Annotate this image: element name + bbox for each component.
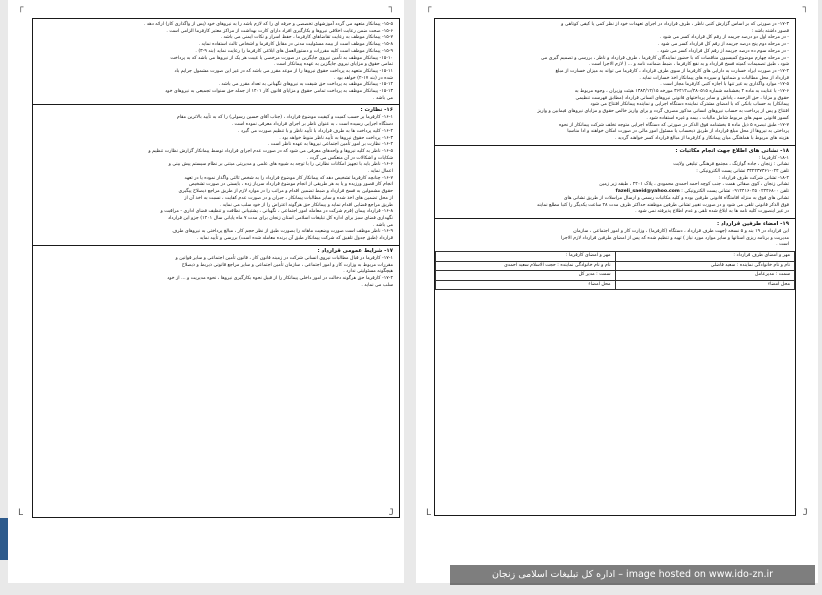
text-line: این قرارداد در ۱۹ بند و ۵ نسخه (جهت طرف قرارداد ، دستگاه (کارفرما) ، وزارت کار و امور اجتماعی ، سازمان (573, 228, 789, 234)
text-line: پیمانکار) به حساب بانکی که با امضای مشترک نماینده دستگاه اجرایی و نماینده پیمانکار افتتاح می شود (590, 102, 789, 108)
text-line: ۱۷-۷- طبق تبصره ۵ ذیل ماده ۵ بخشنامه فوق الذکر در صورتی که دستگاه اجرایی متوجه تخلف شرکت پیمانکار از نحوه (558, 122, 789, 128)
text-line: دستگاه اجرایی رسیده است ، به عنوان ناظر بر اجرای قرارداد معرفی نموده است . (231, 122, 393, 128)
text-line: ۱۸-۱- کارفرما : (758, 155, 789, 161)
text-line: ۱۵-۶- صحت ضمن رعایت اخلاقی نیروها و بکارگیری افراد دارای کارت بهداشت از مراکز معتبر کارفرما الزامی است . (166, 28, 393, 34)
text-line: فوق الذکر قانونی تلقی می شود و در صورت تغییر تشانی طرفین موظفند حداکثر ظرف مدت ۴۸ ساعت یکدیگر را کتبا مطلع نمایند (536, 202, 789, 208)
table-cell: محل امضاء (436, 280, 616, 290)
text-line: قرارداد (طبق جدول تلفیق که شرکت پیمانکار طبق آن برنده معامله شده است) بررسی و تأیید نماید . (196, 236, 393, 242)
text-line: ۱۷-۴- در صورت ایراد خسارت به دارایی های کارفرما از سوی طرف قرارداد ، کارفرما می تواند به میزان خسارت از مبلغ (555, 68, 789, 74)
text-line: ۱۶-۲- کلیه پرداخت ها به طرف قرارداد با تأیید ناظر و با تنظیم صورت می گیرد . (237, 128, 393, 134)
text-line: حقوق و مزایا ، حق الزحمه ، پاداش و سایر پرداختهای قانونی نیروهای انسانی قرارداد (مطابق فهرست تنظیمی (575, 95, 789, 101)
table-row (436, 261, 795, 271)
text-line: افتتاح و پس از پرداخت به حساب نیروهای انسانی مذکور مصرف گردد و برای واریز خالص حقوق و مزایای نیروهای فیمابین و واریز (537, 109, 789, 115)
document-page-right (416, 0, 818, 583)
table-cell: نام و نام خانوادگی نماینده : حجت الاسلام سعید احمدی (436, 261, 616, 271)
section-heading: ۱۷- شرایط عمومی قرارداد : (317, 247, 393, 254)
text-line: - در مرحله اول دو درصد جریمه از رقم کل قرارداد کسر می شود . (659, 35, 789, 41)
text-line: تلفن ۰۲۴-۳۳۲۴۳۷۳۶۱ تشانی پست الکترونیکی : (696, 169, 789, 175)
text-line: ۱۷-۱- کارفرما در قبال مطالبات نیروی انسانی شرکت در زمینه قانون کار ، قانون تأمین اجتماعی و سایر قوانین و (175, 255, 393, 261)
text-line: ۱۶-۶- ناظر باید با تجهیز امکانات نظارتی را با توجه به شیوه های علمی و مدیریتی مبتنی بر نظام سیستم پیش بینی و (168, 162, 393, 168)
text-line: هیچگونه مسئولیتی ندارد . (343, 269, 393, 275)
text-line: شکایات و اشکالات در آن منعکس می گردد . (306, 155, 393, 161)
contractor-email[interactable]: fazeli_saeid@yahoo.com (615, 189, 680, 195)
text-line: طریق مراجع قضایی اقدام نماید و پیمانکار حق هرگونه اعتراض را از خود سلب می نماید . (219, 202, 393, 208)
text-line: می باشد . (372, 95, 393, 101)
text-line: ۱۶-۹- ناظر موظف است صورت وضعیت ماهانه را بصورت طبق از نظر حجم کار ، مبالغ پرداختی به نیروهای طرف (172, 229, 393, 235)
text-line: شود ، طبق تصمیمات کمیته فسخ قرارداد و به نفع کارفرما ، ضبط ضمانت نامه و ... ( لازم الاجرا است . (588, 62, 789, 68)
crop-mark-bottom-left: L (18, 508, 24, 518)
text-line: مدیریت و برنامه ریزی استانها و سایر موارد مورد نیاز ) تهیه و تنظیم شده که پس از امضای طرفین قرارداد لازم الاجرا (560, 235, 789, 241)
clause-17-general-terms (33, 245, 399, 292)
text-line: ۱۵-۱۰- پیمانکار موظف به تأمین نیروی جایگزین در صورت مرخصی یا غیبت هر یک از نیروها می باشد که به پرداخت (170, 55, 393, 61)
table-cell: مهر و امضای طرف قرارداد : (615, 252, 795, 262)
text-line: ۱۵-۱۳- پیمانکار موظف به پرداخت تمامی حقوق و مزایای قانون کار ۱۴۰۱ از جمله حق سنوات تجمیعی به نیروهای خود (165, 89, 393, 95)
text-line: ۱۶-۷- چنانچه کارفرما تشخیص دهد که پیمانکار کار موضوع قرارداد را به شخص ثالثی واگذار نموده یا در تعهد (184, 175, 393, 181)
section-heading: ۱۶- نظارت : (360, 107, 393, 114)
text-line: ۱۷-۲- کارفرما حق هرگونه دخالت در امور داخلی پیمانکار را از قبیل نحوه بکارگیری نیروها ، نحوه مدیریت و ... از خود (167, 275, 393, 281)
text-line: است . (776, 242, 789, 248)
text-line: ۱۷-۳- در صورتی که بر اساس گزارش کتبی ناظر ، طرف قرارداد در اجرای تعهدات خود از نظر کمی یا کیفی کوتاهی و (561, 22, 789, 27)
contract-frame-right (434, 18, 796, 516)
text-line: ۱۸-۲- تشانی شرکت طرف قرارداد : (718, 175, 789, 181)
text-line: ۱۵-۱۱- پیمانکار متعهد به پرداخت حقوق نیروها را از موعد مقرر می باشد که در غیر این صورت مشمول جرایم باد (174, 68, 393, 74)
text-line: ۱۷-۵- موارد واگذاری به غیر تنها با اجازه کتبی کارفرما مجاز است . (660, 82, 789, 88)
text-line: در غیر اینصورت کلیه نامه ها به ابلاغ شده تلقی و عدم اطلاع پذیرفته نمی شود . (635, 209, 789, 215)
table-cell: مهر و امضای کارفرما : (436, 252, 616, 262)
text-line: - در مرحله سوم ده درصد جریمه از رقم کل قرارداد کسر می شود . (657, 48, 789, 54)
table-row (436, 271, 795, 281)
section-heading: ۱۸- نشانی های اطلاع جهت انجام مکاتبات : (675, 147, 789, 154)
text-line: تشانی زنجان ، کوی صفائی همت ، جنب کوچه احمد احمدی محمودی ، پلاک ۲۴۰۱ ، طبقه زیر زمین (599, 182, 789, 188)
text-line: هزینه های مربوط با هماهنگی میان پیمانکار و کارفرما از مبالغ قرارداد کسر خواهند گردید . (614, 135, 789, 141)
text-line: - در مرحله دوم پنج درصد جریمه از رقم کل قرارداد کسر می شود . (658, 42, 789, 48)
text-line: قصور داشته باشد : (751, 28, 789, 34)
clause-15-continued (33, 19, 399, 104)
text-line: تشانی های فوق به منزله اقامتگاه قانونی طرفین بوده و کلیه مکاتبات رسمی و ارسال مراسلات از طریق تشانی های (563, 195, 789, 201)
left-edge-strip (0, 518, 8, 560)
text-line (441, 189, 789, 196)
text-line: ۱۵-۷- پیمانکار موظف به رعایت تقاضاهای کارفرما ، حفظ اسرار و نکات ایمنی می باشد . (220, 35, 393, 41)
text-line: ۱۵-۹- پیمانکار موظف است کلیه مقررات و دستورالعمل های ابلاغی کارفرما را رعایت نماید (بند ۹-۳) . (195, 48, 393, 54)
table-cell: نام و نام خانوادگی نماینده : سعید فاضلی (615, 261, 795, 271)
crop-mark-top-left: ┌ (18, 3, 24, 13)
crop-mark-bottom-right: J (802, 508, 808, 518)
table-row (436, 252, 795, 262)
text-line: اعمال نماید . (367, 169, 393, 175)
text-line: مقررات مربوط به وزارت کار و امور اجتماعی ، سازمان تأمین اجتماعی و سایر مراجع قانونی ذیربط و ذیصلاح (181, 262, 393, 268)
text-line: انجام کار قصور ورزیده و یا به هر طریقی از انجام موضوع قرارداد سرباز زده ، بایستی در صورت تشخیص (189, 182, 393, 188)
text-line: حقوق مشمولین به فسخ قرارداد و ضبط تضمین اقدام و مراتب را در موارد لازم از طریق مراجع ذیصلاح پیگیری (178, 189, 393, 195)
text-line: ۱۶-۳- پرداخت حقوق نیروها به تأیید ناظر منوط خواهد بود . (279, 135, 393, 141)
text-line: ۱۶-۴- نظارت بر امور تأمین اجتماعی نیروها به عهده ناظر است . (267, 142, 393, 148)
text-line: ۱۶-۱- کارفرما بر حسب کمیت و کیفیت موضوع قرارداد ، (جناب آقای حسین رسولی) را که به تأیید بالاترین مقام (176, 115, 393, 121)
text-line: نگهداری فضای سبز برای اداره کل تبلیغات اسلامی استان زنجان برای مدت ۷ ماه پایانی سال ۱۴۰۱) جزو این قرارداد (168, 215, 393, 221)
hosting-watermark: اداره کل تبلیغات اسلامی زنجان – image hosted on www.ido-zn.ir (450, 565, 815, 585)
text-line: ۱۵-۸- پیمانکار موظف است از بیمه مسئولیت مدنی در مقابل کارفرما و اشخاص ثالث استفاده نماید . (198, 42, 393, 48)
text-line: - در مرحله چهارم موضوع کمیسیون مناقصات که با حضور نمایندگان کارفرما ، طرف قرارداد و ناظر ، بررسی و تصمیم گیری می (540, 55, 789, 61)
text-line: می باشد . (372, 222, 393, 228)
text-line: ۱۶-۸- قرارداد پیمان (قرم شرکت در معامله امور اجتماعی ، نگهبانی ، پشتیبانی نظافت و تنظیف فضای اداری - مراقبت و (160, 209, 393, 215)
text-line: ۱۵-۵- پیمانکار متعهد می گردد آموزشهای تخصصی و حرفه ای را که لازم باشد را به نیروهای خود (پس از واگذاری کار) ارائه دهد . (143, 22, 393, 27)
text-line: پرداختی به نیروها از محل مبلغ قرارداد از طریق ذیحساب یا مسئول امور مالی در صورت امکان خواهند و ادا مناسبا (567, 129, 789, 135)
table-cell: سمت : مدیر کل (436, 271, 616, 281)
text-line: ۱۶-۵- ناظر به کلیه نیروها و واحدهای معرفی می شود که در صورت عدم اجرای قرارداد توسط پیمانکار گزارش نظارت تنظیم و (148, 148, 393, 154)
table-row (436, 280, 795, 290)
text-line: ۱۷-۶- با عنایت به ماده ۴ بخشنامه شماره ۴۸۰۵۱۵/ت۳۶۴۱۲ مورخه ۱۳۸۴/۱۲/۱۵ هیئت وزیران ، وجوه مربوط به (574, 89, 789, 95)
crop-mark-top-left: ┌ (426, 3, 432, 13)
crop-mark-top-right: ┐ (802, 3, 808, 13)
clause-19-signatures (435, 218, 795, 290)
text-line: شده در (بند ۱۷-۲) خواهد بود . (333, 75, 393, 81)
text-line: قرارداد از محل مطالبات و ضمانتها و سپرده های پیمانکار اخذ خسارات نماید . (639, 75, 789, 81)
crop-mark-bottom-left: L (426, 508, 432, 518)
text-line: تمامی حقوق و مزایای نیروی جایگزین به عهده پیمانکار است . (273, 62, 393, 68)
contractor-phone: تلفن ۰۲۴۴۶۸۰۰ ۰۹۱۲۴۱۶۰۴۵ تشانی پست الکترونیکی : (681, 189, 789, 195)
crop-mark-bottom-right: J (388, 508, 394, 518)
table-cell: محل امضاء (615, 280, 795, 290)
text-line: سلب می نماید . (361, 282, 393, 288)
clause-16-supervision (33, 104, 399, 244)
clause-18-addresses (435, 145, 795, 218)
text-line: نشانی : زنجان ، جاده گوازنگ ، مجتمع فرهنگی تبلیغی ولایت (673, 162, 789, 168)
section-heading: ۱۹- امضاء طرفین قرارداد : (717, 220, 789, 227)
clause-17-continued (435, 19, 795, 145)
text-line: ۱۵-۱۲- پیمانکار موظف به پرداخت حق شیفت به نیروهای نگهبانی به تعداد مقرر می باشد . (218, 82, 393, 88)
signature-table (435, 251, 795, 290)
contract-frame-left (32, 18, 400, 518)
text-line: از محل تضمین های اخذ شده و سایر مطالبات پیمانکار ، جبران و در صورت عدم کفایت ، نسبت به اخذ آن از (184, 195, 393, 201)
table-cell: سمت : مدیرعامل (615, 271, 795, 281)
crop-mark-top-right: ┐ (388, 3, 394, 13)
document-page-left (8, 0, 404, 583)
text-line: کسور قانونی سهم های مربوط شامل مالیات ، بیمه و غیره استفاده شود . (646, 115, 789, 121)
